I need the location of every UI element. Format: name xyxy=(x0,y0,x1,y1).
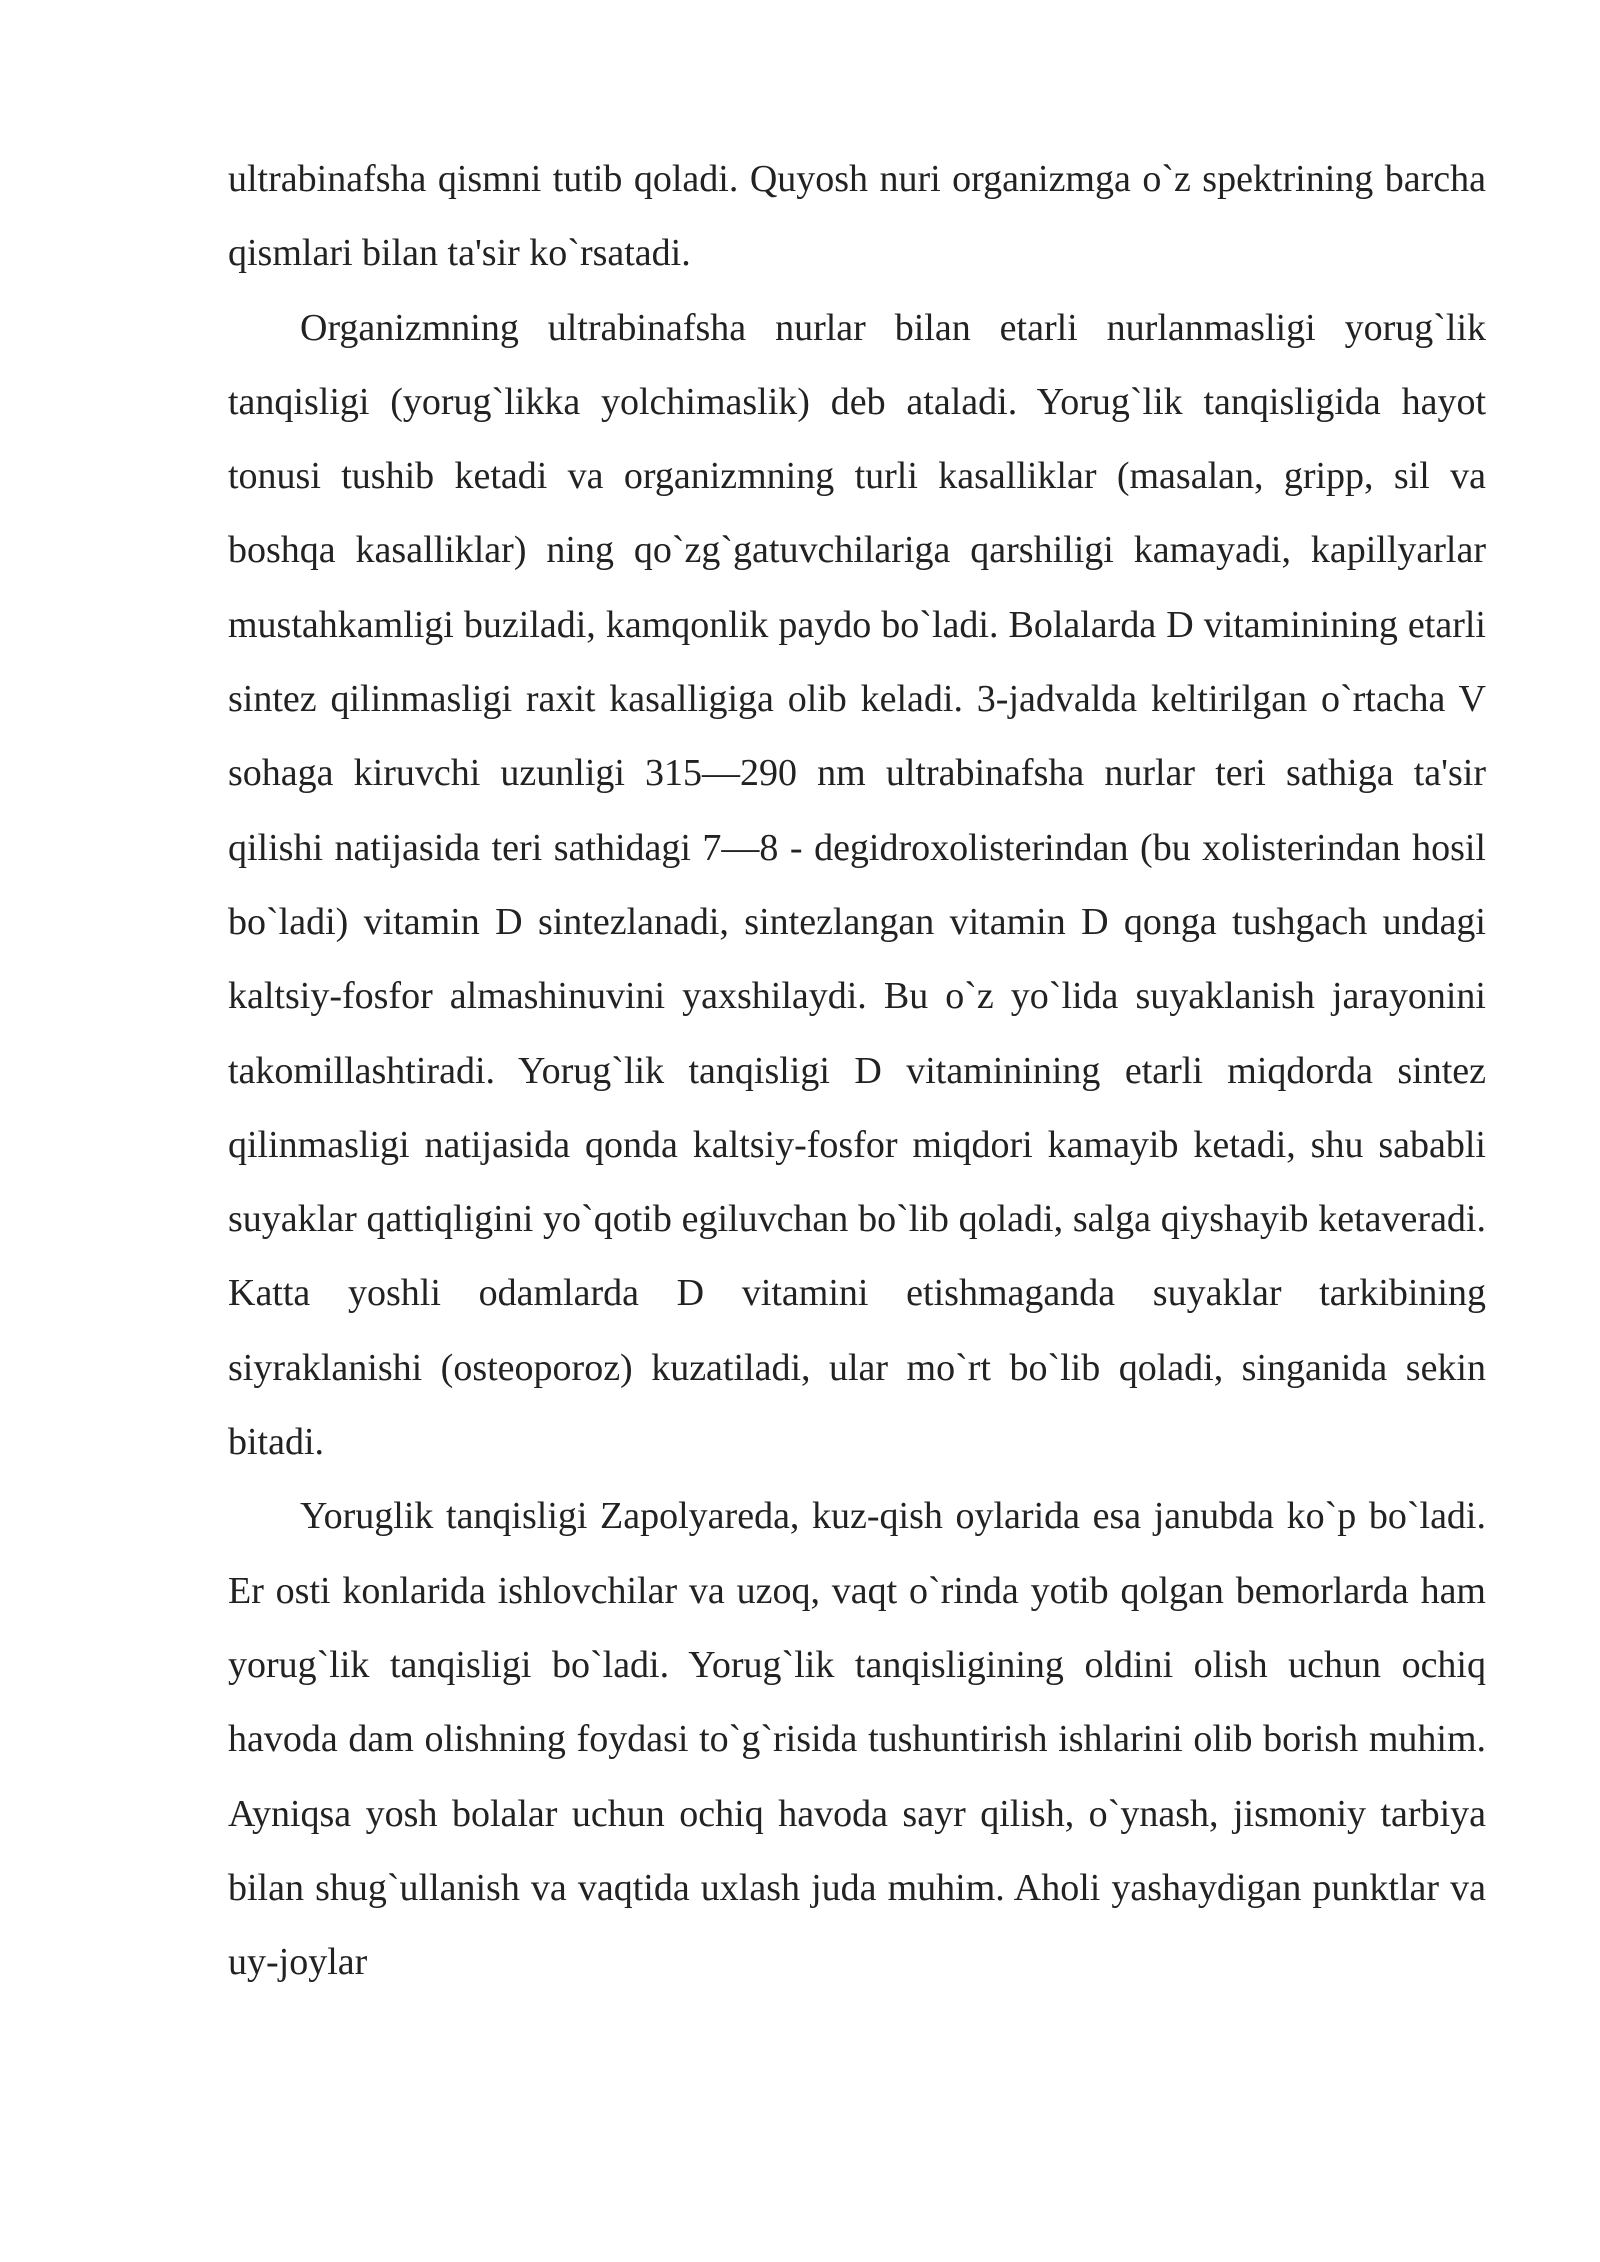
paragraph-3: Yoruglik tanqisligi Zapolyareda, kuz-qish oylarida esa janubda ko`p bo`ladi. Er osti konlarida ishlovchilar va uzoq, vaqt o`rinda yotib qolgan bemorlarda ham yorug`lik tanqisligi bo`ladi. Yorug`lik tanqisligining oldini olish uchun ochiq havoda dam olishning foydasi to`g`risida tushuntirish ishlarini olib borish muhim. Ayniqsa yosh bolalar uchun ochiq havoda sayr qilish, o`ynash, jismoniy tarbiya bilan shug`ullanish va vaqtida uxlash juda muhim. Aholi yashaydigan punktlar va uy-joylar xyxy=(228,1495,1486,1984)
body-text xyxy=(228,142,1486,1999)
paragraph-1: ultrabinafsha qismni tutib qoladi. Quyosh nuri organizmga o`z spektrining barcha qismlari bilan ta'sir ko`rsatadi. xyxy=(228,158,1486,275)
paragraph-2: Organizmning ultrabinafsha nurlar bilan etarli nurlanmasligi yorug`lik tanqisligi (yorug`likka yolchimaslik) deb ataladi. Yorug`lik tanqisligida hayot tonusi tushib ketadi va organizmning turli kasalliklar (masalan, gripp, sil va boshqa kasalliklar) ning qo`zg`gatuvchilariga qarshiligi kamayadi, kapillyarlar mustahkamligi buziladi, kamqonlik paydo bo`ladi. Bolalarda D vitaminining etarli sintez qilinmasligi raxit kasalligiga olib keladi. 3-jadvalda keltirilgan o`rtacha V sohaga kiruvchi uzunligi 315—290 nm ultrabinafsha nurlar teri sathiga ta'sir qilishi natijasida teri sathidagi 7—8 - degidroxolisterindan (bu xolisterindan hosil bo`ladi) vitamin D sintezlanadi, sintezlangan vitamin D qonga tushgach undagi kaltsiy-fosfor almashinuvini yaxshilaydi. Bu o`z yo`lida suyaklanish jarayonini takomillashtiradi. Yorug`lik tanqisligi D vitaminining etarli miqdorda sintez qilinmasligi natijasida qonda kaltsiy-fosfor miqdori kamayib ketadi, shu sababli suyaklar qattiqligini yo`qotib egiluvchan bo`lib qoladi, salga qiyshayib ketaveradi. Katta yoshli odamlarda D vitamini etishmaganda suyaklar tarkibining siyraklanishi (osteoporoz) kuzatiladi, ular mo`rt bo`lib qoladi, singanida sekin bitadi. xyxy=(228,306,1486,1464)
